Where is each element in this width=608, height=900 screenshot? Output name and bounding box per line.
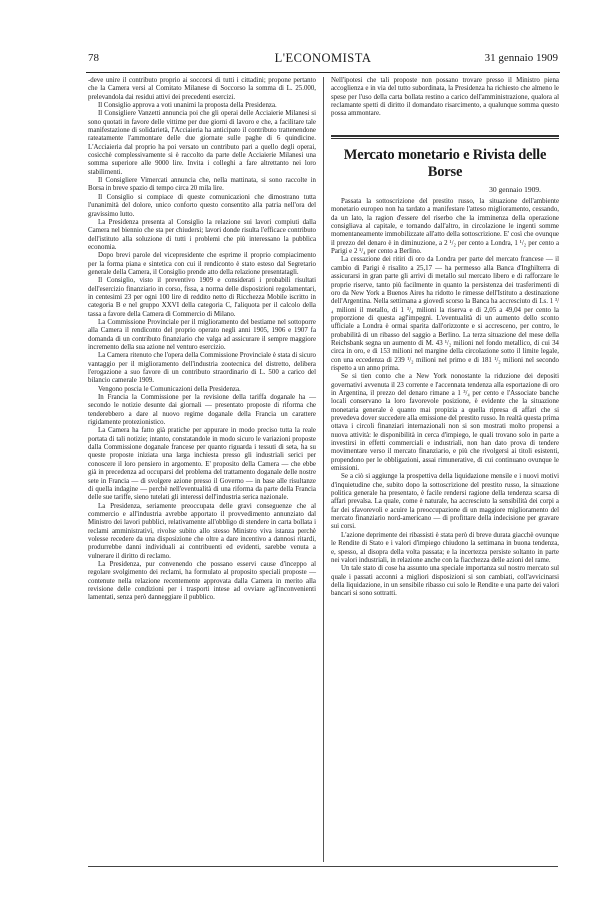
paragraph: Il Consiglio approva a voti unanimi la proposta della Presidenza.	[98, 102, 277, 110]
paragraph: Dopo brevi parole del vicepresidente che esprime il proprio compiacimento per la forma piana e sintetica con cui il rendiconto è stato esteso dal Segretario generale della Camera, il Consiglio prende atto della relazione presentatagli.	[88, 252, 316, 276]
paragraph: La Commissione Provinciale per il miglioramento del bestiame nel sottoporre alla Camera il rendiconto del proprio operato negli anni 1905, 1906 e 1907 fa domanda di un contributo finanziario che valga ad assicurare il sempre maggiore incremento della sua azione nel venturo esercizio.	[88, 318, 316, 351]
right-column	[331, 77, 559, 599]
section-rule-thin	[331, 138, 559, 139]
section-title: Mercato monetario e Rivista delle Borse	[343, 146, 547, 180]
paragraph: Se si tien conto che a New York nonostante la riduzione dei depositi governativi avvenuta il 23 corrente e l'accennata tendenza alla esportazione di oro in Argentina, il prezzo del denaro rimane a 1 ³/₄ per cento e l'Associate banche locali conservano la loro favorevole posizione, è evidente che la situazione monetaria generale è quanto mai propizia a quella ripresa di affari che si prevedeva dover succedere alla emissione del prestito russo. In realtà questa prima ottava i circoli finanziari internazionali non si son mostrati molto propensi a nuova attività: le disponibilità in cerca d'impiego, le quali trovano solo in parte a investirsi in effetti commerciali e industriali, non han dato prova di tendere movimentare verso il mercato finanziario, e più che rivolgersi ai titoli esistenti, propendono per le obbligazioni, assai rimunerative, di cui continuano ovunque le emissioni.	[331, 373, 559, 473]
page-header	[88, 52, 558, 70]
left-column	[88, 77, 316, 603]
paragraph: Se a ciò si aggiunge la prospettiva della liquidazione mensile e i nuovi motivi d'inquietudine che, subito dopo la sottoscrizione del prestito russo, la situazione politica generale ha presentato, è facile rendersi ragione della tendenza scarsa di affari prevalsa. La quale, come è naturale, ha accresciuto la sensibilità dei corpi a far dei sfavorevoli e acuire la preoccupazione di un maggiore miglioramento del mercato finanziario nord-americano — di profittare della indecisione per gravare sui corsi.	[331, 473, 559, 531]
paragraph: Il Consiglio, visto il preventivo 1909 e considerati i probabili risultati dell'esercizio finanziario in corso, fissa, a norma delle disposizioni regolamentari, in centesimi 23 per ogni 100 lire di reddito netto di Ricchezza Mobile iscritto in categoria B e nel gruppo XXVI della categoria C, l'aliquota per il calcolo della tassa a favore della Camera di Commercio di Milano.	[88, 277, 316, 318]
paragraph: In Francia la Commissione per la revisione della tariffa doganale ha — secondo le notizie desunte dai giornali — presentato proposte di riforma che tenderebbero a dare al nuovo regime doganale della Francia un carattere rigidamente protezionistico.	[88, 394, 316, 427]
paragraph: -deve unire il contributo proprio ai soccorsi di tutti i cittadini; propone pertanto che la Camera versi al Comitato Milanese di Soccorso la somma di L. 25.000, prelevandola dai residui attivi dei precedenti esercizi.	[88, 77, 316, 101]
paragraph: L'azione deprimente dei ribassisti è stata però di breve durata giacchè ovunque le Rendite di Stato e i valori d'impiego chiudono la settimana in buona tendenza, e, spesso, al disopra della volta passata; e la incertezza persiste soltanto in parte nei valori industriali, in relazione anche con la fiacchezza delle azioni del rame.	[331, 531, 559, 564]
paragraph: La Camera ha fatto già pratiche per appurare in modo preciso tutta la reale portata di tali notizie; intanto, constatandole in modo sicuro le variazioni proposte dalla Commissione doganale francese per quanto riguarda i tessuti di seta, ha su queste proposte iniziata una larga inchiesta presso gli industriali serici per conoscere il loro pensiero in argomento. E' proposito della Camera — che ebbe già in precedenza ad occuparsi del problema del trattamento doganale delle nostre sete in Francia — di svolgere azione presso il Governo — in base alle risultanze di quella indagine — perchè nell'eventualità di una riforma da parte della Francia delle sue tariffe, sieno tutelati gli interessi dell'industria serica nazionale.	[88, 427, 316, 502]
right-column-intro	[331, 77, 559, 119]
paragraph: La Camera ritenuto che l'opera della Commissione Provinciale è stata di sicuro vantaggio per il miglioramento dell'industria zootecnica del distretto, delibera l'erogazione a suo favore di un contributo straordinario di L. 500 a carico del bilancio camerale 1909.	[88, 352, 316, 385]
section-rule-top	[331, 135, 559, 137]
paragraph: La Presidenza presenta al Consiglio la relazione sui lavori compiuti dalla Camera nel biennio che sta per chiudersi; lavori donde risulta l'efficace contributo dell'istituto alla soluzione di tutti i problemi che più interessano la pubblica economia.	[88, 218, 316, 251]
header-rule	[86, 72, 560, 73]
right-column-body	[331, 198, 559, 599]
paragraph: Vengono poscia le Comunicazioni della Presidenza.	[98, 385, 241, 393]
journal-title: L'ECONOMISTA	[274, 51, 372, 65]
paragraph: Il Consiglio si compiace di queste comunicazioni che dimostrano tutta l'unanimità del dolore, unico conforto questo consentito alla patria nell'ora del gravissimo lutto.	[88, 193, 316, 218]
paragraph: La Presidenza, pur convenendo che possano esservi cause d'inceppo al regolare svolgimento dei reclami, ha formulato al proposito speciali proposte — contenute nella relazione recentemente approvata dalla Camera in merito alla revisione delle condizioni per i trasporti intese ad ovviare agl'inconvenienti lamentati, senza però danneggiare il pubblico.	[88, 560, 316, 602]
column-divider	[323, 77, 324, 862]
page-number: 78	[88, 52, 99, 64]
paragraph: La Presidenza, seriamente preoccupata delle gravi conseguenze che al commercio e all'industria avrebbe apportato il provvedimento annunziato dal Ministro dei lavori pubblici, relativamente all'obbligo di stendere in carta bollata i reclami amministrativi, rivolse subito allo stesso Ministro viva istanza perchè volesse recedere da una disposizione che oltre a dare incentivo a dannosi ritardi, produrrebbe danni individuali ai contribuenti ed evidenti, sarebbe venuta a vulnerare il diritto di reclamo.	[88, 502, 316, 560]
paragraph: Nell'ipotesi che tali proposte non possano trovare presso il Ministro piena accoglienza e in via del tutto subordinata, la Presidenza ha richiesto che almeno le spese per l'uso della carta bollata restino a carico dell'amministrazione, qualora al reclamante spetti di diritto il domandato risarcimento, a qualunque somma questo possa ammontare.	[331, 77, 559, 118]
paragraph: Il Consigliere Vimercati annuncia che, nella mattinata, si sono raccolte in Borsa in breve spazio di tempo circa 20 mila lire.	[88, 177, 316, 193]
paragraph: Un tale stato di cose ha assunto una speciale importanza sul nostro mercato sul quale i passati acconni a migliori disposizioni si son cambiati, coll'avvicinarsi della liquidazione, in un sensibile ribasso cui solo le Rendite e una parte dei valori bancari si sono sottratti.	[331, 565, 559, 598]
issue-date: 31 gennaio 1909	[484, 52, 558, 64]
footer-rule	[88, 866, 558, 867]
paragraph: Il Consigliere Vanzetti annuncia poi che gli operai delle Acciaierie Milanesi si sono quotati in favore delle vittime per due giorni di lavoro e che, a facilitare tale manifestazione di solidarietà, l'Acciaieria ha anticipato il contributo trattenendone rateatamente l'ammontare delle due giornate sulle paghe di 6 quindicine. L'Acciaieria dal proprio ha poi versato un contributo pari a quello degli operai, cosicchè complessivamente si è raccolto da parte delle Acciaierie Milanesi una somma superiore alle 9000 lire. Invita i colleghi a fare altrettanto nei loro stabilimenti.	[88, 110, 316, 176]
paragraph: La cessazione dei ritiri di oro da Londra per parte del mercato francese — il cambio di Parigi è risalito a 25,17 — ha permesso alla Banca d'Inghilterra di assicurarsi in gran parte gli arrivi di metallo sul mercato libero e di rafforzare le proprie riserve, tanto più facilmente in quanto la persistenza dei trasferimenti di oro da New York a Buenos Aires ha ridotto le rimesse dell'Istituto a destinazione dell'Argentina. Nella settimana a giovedì scorso la Banca ha accresciuto di Ls. 1 ³/₄ milioni il metallo, di 1 ³/₄ milioni la riserva e di 2,05 a 49,04 per cento la proporzione di questa agl'impegni. L'eventualità di un aumento dello sconto ufficiale a Londra è ormai sparita dall'orizzonte e si accresceno, per contro, le probabilità di un ribasso del saggio a Berlino. La terza situazione del mese della Reichsbank segna un aumento di M. 43 ¹/₂ milioni nel fondo metallico, di cui 34 circa in oro, e di 153 milioni nel margine della circolazione sotto il limite legale, con una eccedenza di 239 ¹/₂ milioni nel primo e di 181 ¹/₂ milioni nel secondo rispetto a un anno prima.	[331, 256, 559, 372]
paragraph: Passata la sottoscrizione del prestito russo, la situazione dell'ambiente monetario europeo non ha tardato a manifestare l'atteso miglioramento, cessando, da un lato, la ragion d'essere del riserbo che la imminenza della operazione consigliava al capitale, e tornando dall'altro, in circolazione le ingenti somme momentaneamente immobilizzate all'atto della sottoscrizione. E' così che ovunque il prezzo del denaro è in diminuzione, a 2 ¹/₂ per cento a Londra, 1 ¹/₂ per cento a Parigi e 2 ¹/₄ per cento a Berlino.	[331, 198, 559, 256]
section-date: 30 gennaio 1909.	[489, 184, 541, 194]
